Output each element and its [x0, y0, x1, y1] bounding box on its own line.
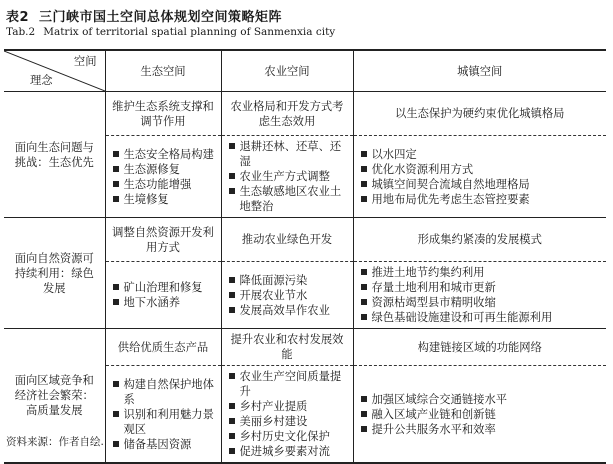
cell-urban — [353, 366, 606, 464]
list-item: 用地布局优先考虑生态管控要素 — [360, 192, 603, 207]
list-item: 乡村产业提质 — [228, 399, 349, 414]
list-item: 识别和利用魅力景观区 — [112, 407, 217, 437]
strategy-matrix-table — [4, 49, 606, 464]
table-title-english-text: Matrix of territorial spatial planning of Sanmenxia city — [43, 26, 336, 38]
column-header-agri: 农业空间 — [221, 50, 353, 92]
list-item: 农业生产方式调整 — [228, 169, 349, 184]
row-subhead: 提升农业和农村发展效能 — [221, 329, 353, 366]
bullet-list — [106, 277, 221, 313]
list-item: 矿山治理和修复 — [112, 280, 217, 295]
cell-agri — [221, 262, 353, 329]
row-subhead: 以生态保护为硬约束优化城镇格局 — [353, 92, 606, 136]
row-subhead: 推动农业绿色开发 — [221, 218, 353, 262]
list-item: 资源枯竭型县市精明收缩 — [360, 295, 603, 310]
cell-eco — [105, 262, 221, 329]
bullet-list — [106, 144, 221, 210]
corner-label-space: 空间 — [73, 55, 97, 68]
row-subhead: 形成集约紧凑的发展模式 — [353, 218, 606, 262]
list-item: 降低面源污染 — [228, 273, 349, 288]
list-item: 生境修复 — [112, 192, 217, 207]
header-row — [4, 50, 606, 92]
row-subhead: 农业格局和开发方式考虑生态效用 — [221, 92, 353, 136]
corner-cell — [4, 50, 105, 92]
list-item: 促进城乡要素对流 — [228, 444, 349, 459]
table-title-english — [6, 26, 335, 38]
row-subhead: 维护生态系统支撑和调节作用 — [105, 92, 221, 136]
row-subhead: 构建链接区域的功能网络 — [353, 329, 606, 366]
bullet-list — [354, 389, 607, 440]
cell-urban — [353, 136, 606, 218]
cell-eco — [105, 366, 221, 464]
source-note: 资料来源：作者自绘. — [6, 436, 104, 448]
list-item: 开展农业节水 — [228, 288, 349, 303]
bullet-list — [222, 366, 353, 462]
list-item: 生态安全格局构建 — [112, 147, 217, 162]
row-subhead: 供给优质生态产品 — [105, 329, 221, 366]
bullet-list — [354, 144, 607, 210]
cell-agri — [221, 366, 353, 464]
list-item: 构建自然保护地体系 — [112, 377, 217, 407]
list-item: 储备基因资源 — [112, 437, 217, 452]
list-item: 美丽乡村建设 — [228, 414, 349, 429]
bullet-list — [222, 270, 353, 321]
list-item: 存量土地利用和城市更新 — [360, 280, 603, 295]
list-item: 生态源修复 — [112, 162, 217, 177]
row-theme: 面向生态问题与挑战：生态优先 — [4, 92, 105, 218]
list-item: 乡村历史文化保护 — [228, 429, 349, 444]
list-item: 地下水涵养 — [112, 295, 217, 310]
list-item: 加强区域综合交通链接水平 — [360, 392, 603, 407]
row-1-subheads — [4, 92, 606, 136]
list-item: 提升公共服务水平和效率 — [360, 422, 603, 437]
cell-eco — [105, 136, 221, 218]
table-number: 表2 — [6, 10, 30, 25]
cell-urban — [353, 262, 606, 329]
list-item: 融入区域产业链和创新链 — [360, 407, 603, 422]
cell-agri — [221, 136, 353, 218]
list-item: 生态功能增强 — [112, 177, 217, 192]
list-item: 以水四定 — [360, 147, 603, 162]
row-3-subheads — [4, 329, 606, 366]
table-number-english: Tab.2 — [6, 26, 36, 38]
list-item: 城镇空间契合流域自然地理格局 — [360, 177, 603, 192]
table-title-text: 三门峡市国土空间总体规划空间策略矩阵 — [39, 10, 283, 25]
corner-label-concept: 理念 — [30, 74, 53, 87]
bullet-list — [354, 262, 607, 328]
row-theme: 面向区域竞争和经济社会繁荣：高质量发展 — [4, 329, 105, 464]
bullet-list — [222, 136, 353, 217]
row-theme: 面向自然资源可持续利用：绿色发展 — [4, 218, 105, 329]
list-item: 绿色基础设施建设和可再生能源利用 — [360, 310, 603, 325]
list-item: 退耕还林、还草、还湿 — [228, 139, 349, 169]
list-item: 优化水资源利用方式 — [360, 162, 603, 177]
list-item: 生态敏感地区农业土地整治 — [228, 184, 349, 214]
row-subhead: 调整自然资源开发利用方式 — [105, 218, 221, 262]
column-header-urban: 城镇空间 — [353, 50, 606, 92]
list-item: 发展高效旱作农业 — [228, 303, 349, 318]
list-item: 农业生产空间质量提升 — [228, 369, 349, 399]
table-title — [6, 6, 282, 25]
list-item: 推进土地节约集约利用 — [360, 265, 603, 280]
column-header-eco: 生态空间 — [105, 50, 221, 92]
row-2-subheads — [4, 218, 606, 262]
bullet-list — [106, 374, 221, 455]
